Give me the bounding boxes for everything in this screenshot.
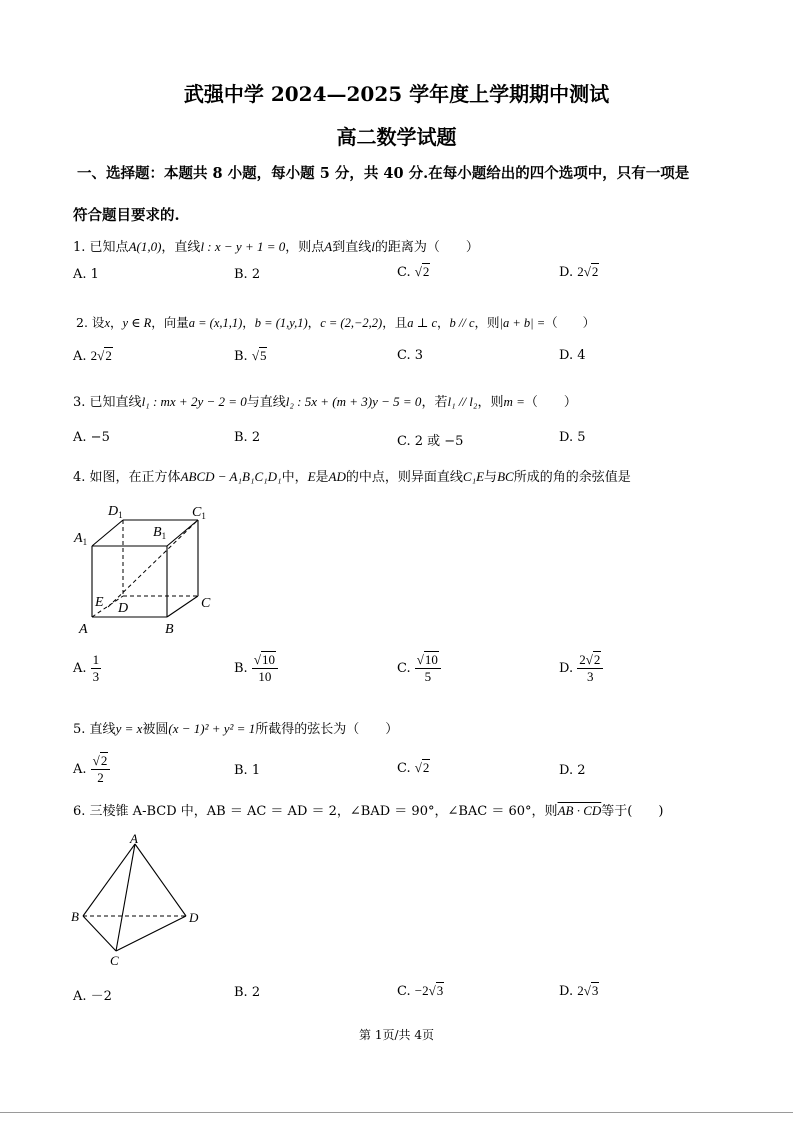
- label-d1: $D_1$: [108, 504, 123, 520]
- option-value: −5: [90, 430, 110, 445]
- math-circle: (x − 1)² + y² = 1: [168, 721, 256, 736]
- math-var: BC: [497, 469, 514, 484]
- math-var: l: [371, 239, 375, 254]
- q-text: ，: [242, 315, 255, 330]
- q-text: 所成的角的余弦值是: [513, 470, 631, 485]
- cube-figure: [70, 500, 230, 640]
- denominator: 3: [92, 669, 100, 684]
- q-text: ，: [110, 315, 123, 330]
- radicand: 2: [593, 652, 601, 667]
- option-a[interactable]: [73, 753, 110, 786]
- vector-b: b = (1,y,1): [254, 316, 308, 330]
- vector-c: c = (2,−2,2): [320, 316, 383, 330]
- option-a[interactable]: A. －2: [73, 989, 112, 1004]
- math-var: C₁E: [462, 469, 485, 484]
- numerator: 2√2: [577, 652, 603, 669]
- numerator: √2: [91, 753, 111, 770]
- q-text: ，向量: [151, 315, 189, 330]
- label-a1: $A_1$: [74, 531, 88, 547]
- option-c[interactable]: C. 2 或 −5: [397, 434, 464, 449]
- option-b[interactable]: B. 1: [234, 763, 261, 778]
- option-b[interactable]: B. 2: [234, 430, 261, 445]
- option-b[interactable]: [234, 652, 278, 685]
- math-line: l : x − y + 1 = 0: [200, 239, 286, 254]
- math-var: m =: [503, 394, 525, 409]
- option-value: 3: [414, 348, 424, 363]
- q-number: 4.: [73, 470, 86, 485]
- coef: 2: [579, 652, 586, 667]
- q-text: 是: [315, 470, 329, 485]
- math-cond: b // c: [449, 316, 475, 330]
- option-label: A.: [73, 349, 87, 364]
- math-cond: a ⊥ c: [407, 316, 438, 330]
- option-value: 4: [577, 348, 586, 363]
- q-number: 3.: [73, 395, 86, 410]
- math-line: l₁ : mx + 2y − 2 = 0: [141, 394, 247, 409]
- q-text: ，若: [421, 395, 448, 410]
- fraction: [252, 652, 278, 685]
- sqrt-expr: 2√2: [90, 348, 112, 363]
- q-text: ，则: [477, 395, 504, 410]
- denominator: 10: [258, 669, 272, 684]
- math-line: l₂ : 5x + (m + 3)y − 5 = 0: [285, 394, 422, 409]
- q-text: 被圆: [142, 722, 169, 737]
- radicand: 3: [436, 983, 444, 998]
- fraction: [91, 652, 102, 685]
- option-b[interactable]: [234, 348, 267, 364]
- label-a: A: [130, 831, 138, 846]
- coef: 2: [577, 264, 584, 279]
- math-expr: |a + b| =: [499, 316, 546, 330]
- option-label: A.: [73, 430, 87, 445]
- coef: −2: [414, 983, 429, 998]
- q-text: 直线: [89, 722, 116, 737]
- math-var: A: [324, 239, 333, 254]
- option-label: C.: [397, 984, 411, 999]
- radicand: 2: [105, 348, 112, 363]
- radicand: 2: [422, 760, 430, 775]
- q-text: ，则点: [285, 240, 325, 255]
- sqrt-expr: −2√3: [414, 983, 444, 998]
- option-a[interactable]: A. 1: [73, 267, 99, 282]
- numerator: √10: [415, 652, 441, 669]
- label-c: C: [110, 953, 119, 968]
- q-number: 5.: [73, 722, 86, 737]
- option-c[interactable]: [397, 983, 444, 999]
- page-divider: [0, 1112, 793, 1113]
- numerator: √10: [252, 652, 278, 669]
- q-text: ，: [307, 315, 321, 330]
- section-heading-line2: 符合题目要求的.: [73, 207, 180, 224]
- option-d[interactable]: [559, 652, 603, 685]
- q-text: 与直线: [246, 395, 286, 410]
- option-label: D.: [559, 661, 574, 676]
- option-a[interactable]: [73, 652, 101, 685]
- option-d[interactable]: [559, 264, 599, 280]
- math-cube: ABCD − A₁B₁C₁D₁: [180, 469, 282, 484]
- tetrahedron-figure: [68, 830, 208, 970]
- label-b1: $B_1$: [153, 525, 167, 541]
- fraction: [91, 753, 111, 786]
- option-c[interactable]: [397, 264, 430, 280]
- question-1: [73, 236, 479, 255]
- radicand: 2: [100, 753, 108, 768]
- option-label: A.: [73, 661, 87, 676]
- radicand: 10: [424, 652, 438, 667]
- math-var: x: [104, 316, 110, 330]
- q-text: （ ）: [524, 395, 577, 410]
- radicand: 3: [591, 983, 599, 998]
- edge: [83, 916, 116, 951]
- option-d[interactable]: [559, 348, 586, 363]
- q-number: 6.: [73, 804, 86, 819]
- q-text: ，且: [382, 315, 408, 330]
- question-5: [73, 718, 398, 737]
- q-text: 三棱锥 A-BCD 中，AB ＝ AC ＝ AD ＝ 2，∠BAD ＝ 90°，∠BAC ＝ 60°，则: [89, 804, 558, 819]
- denominator: 5: [424, 669, 432, 684]
- math-line: y = x: [115, 721, 143, 736]
- option-c[interactable]: [397, 760, 430, 776]
- label-c: C: [201, 596, 211, 611]
- question-4: [73, 466, 631, 485]
- q-text: 已知直线: [89, 395, 142, 410]
- label-c1: $C_1$: [192, 505, 206, 521]
- option-label: C.: [397, 761, 411, 776]
- math-vector-product: AB · CD: [557, 803, 602, 818]
- coef: 2: [577, 983, 584, 998]
- radicand: 5: [259, 348, 267, 363]
- option-d[interactable]: D. 5: [559, 430, 586, 445]
- math-cond: l₁ // l₂: [447, 394, 478, 409]
- q-text: 设: [91, 315, 105, 330]
- math-var: y ∈ R: [122, 316, 152, 330]
- option-label: D.: [559, 348, 574, 363]
- math-var: AD: [328, 469, 346, 484]
- option-a[interactable]: [73, 430, 110, 445]
- fraction: [577, 652, 603, 685]
- edge: [116, 916, 186, 951]
- q-number: 2.: [76, 315, 88, 330]
- q-text: ，则: [474, 315, 500, 330]
- q-text: 的中点，则异面直线: [345, 470, 463, 485]
- option-label: C.: [397, 348, 411, 363]
- q-text: ，直线: [161, 240, 201, 255]
- sqrt-expr: √2: [414, 760, 430, 775]
- radicand: 10: [261, 652, 275, 667]
- edge: [167, 596, 198, 617]
- option-d[interactable]: D. 2: [559, 763, 586, 778]
- edge: [135, 844, 186, 916]
- option-b[interactable]: B. 2: [234, 267, 261, 282]
- sqrt-expr: 2√3: [577, 983, 599, 998]
- label-e: E: [95, 595, 104, 610]
- edge: [92, 520, 123, 546]
- sqrt-expr: √2: [414, 264, 430, 279]
- option-b[interactable]: B. 2: [234, 985, 261, 1000]
- radicand: 2: [591, 264, 599, 279]
- question-3: [73, 391, 577, 410]
- q-text: 如图，在正方体: [89, 470, 181, 485]
- option-label: C.: [397, 265, 411, 280]
- option-c[interactable]: [397, 652, 441, 685]
- label-b: B: [165, 622, 174, 637]
- option-label: D.: [559, 265, 574, 280]
- question-2: [76, 313, 595, 331]
- option-label: D.: [559, 984, 574, 999]
- option-label: B.: [234, 661, 248, 676]
- math-point: A(1,0): [128, 239, 162, 254]
- sqrt-expr: 2√2: [577, 264, 599, 279]
- q-text: 等于( ): [601, 804, 664, 819]
- question-6: [73, 800, 663, 819]
- edge: [83, 844, 135, 916]
- math-var: E: [307, 469, 316, 484]
- option-label: A.: [73, 762, 87, 777]
- exam-title: 武强中学 2024—2025 学年度上学期期中测试: [183, 82, 610, 106]
- q-text: 的距离为（ ）: [374, 240, 479, 255]
- q-text: （ ）: [545, 315, 596, 330]
- label-d: D: [118, 601, 129, 616]
- q-text: 到直线: [332, 240, 372, 255]
- q-number: 1.: [73, 240, 86, 255]
- option-d[interactable]: [559, 983, 599, 999]
- label-d: D: [189, 910, 199, 925]
- page-footer: 第 1页/共 4页: [359, 1028, 434, 1042]
- label-b: B: [71, 909, 79, 924]
- coef: 2: [90, 348, 98, 363]
- option-label: C.: [397, 661, 411, 676]
- denominator: 2: [97, 770, 104, 785]
- section-heading-line1: 一、选择题：本题共 8 小题，每小题 5 分，共 40 分.在每小题给出的四个选项中，只有一项是: [77, 165, 690, 182]
- denominator: 3: [587, 669, 594, 684]
- option-label: B.: [234, 349, 248, 364]
- q-text: ，: [437, 315, 450, 330]
- q-text: 已知点: [89, 240, 129, 255]
- option-a[interactable]: [73, 348, 113, 364]
- radicand: 2: [422, 264, 430, 279]
- option-c[interactable]: [397, 348, 423, 363]
- q-text: 所截得的弦长为（ ）: [255, 722, 399, 737]
- sqrt-expr: √5: [251, 348, 267, 363]
- q-text: 中，: [281, 470, 308, 485]
- exam-subtitle: 高二数学试题: [336, 125, 457, 149]
- label-a: A: [79, 622, 88, 637]
- numerator: 1: [92, 652, 100, 667]
- vector-a: a = (x,1,1): [188, 316, 243, 330]
- fraction: [415, 652, 441, 685]
- edge: [116, 844, 135, 951]
- q-text: 与: [484, 470, 498, 485]
